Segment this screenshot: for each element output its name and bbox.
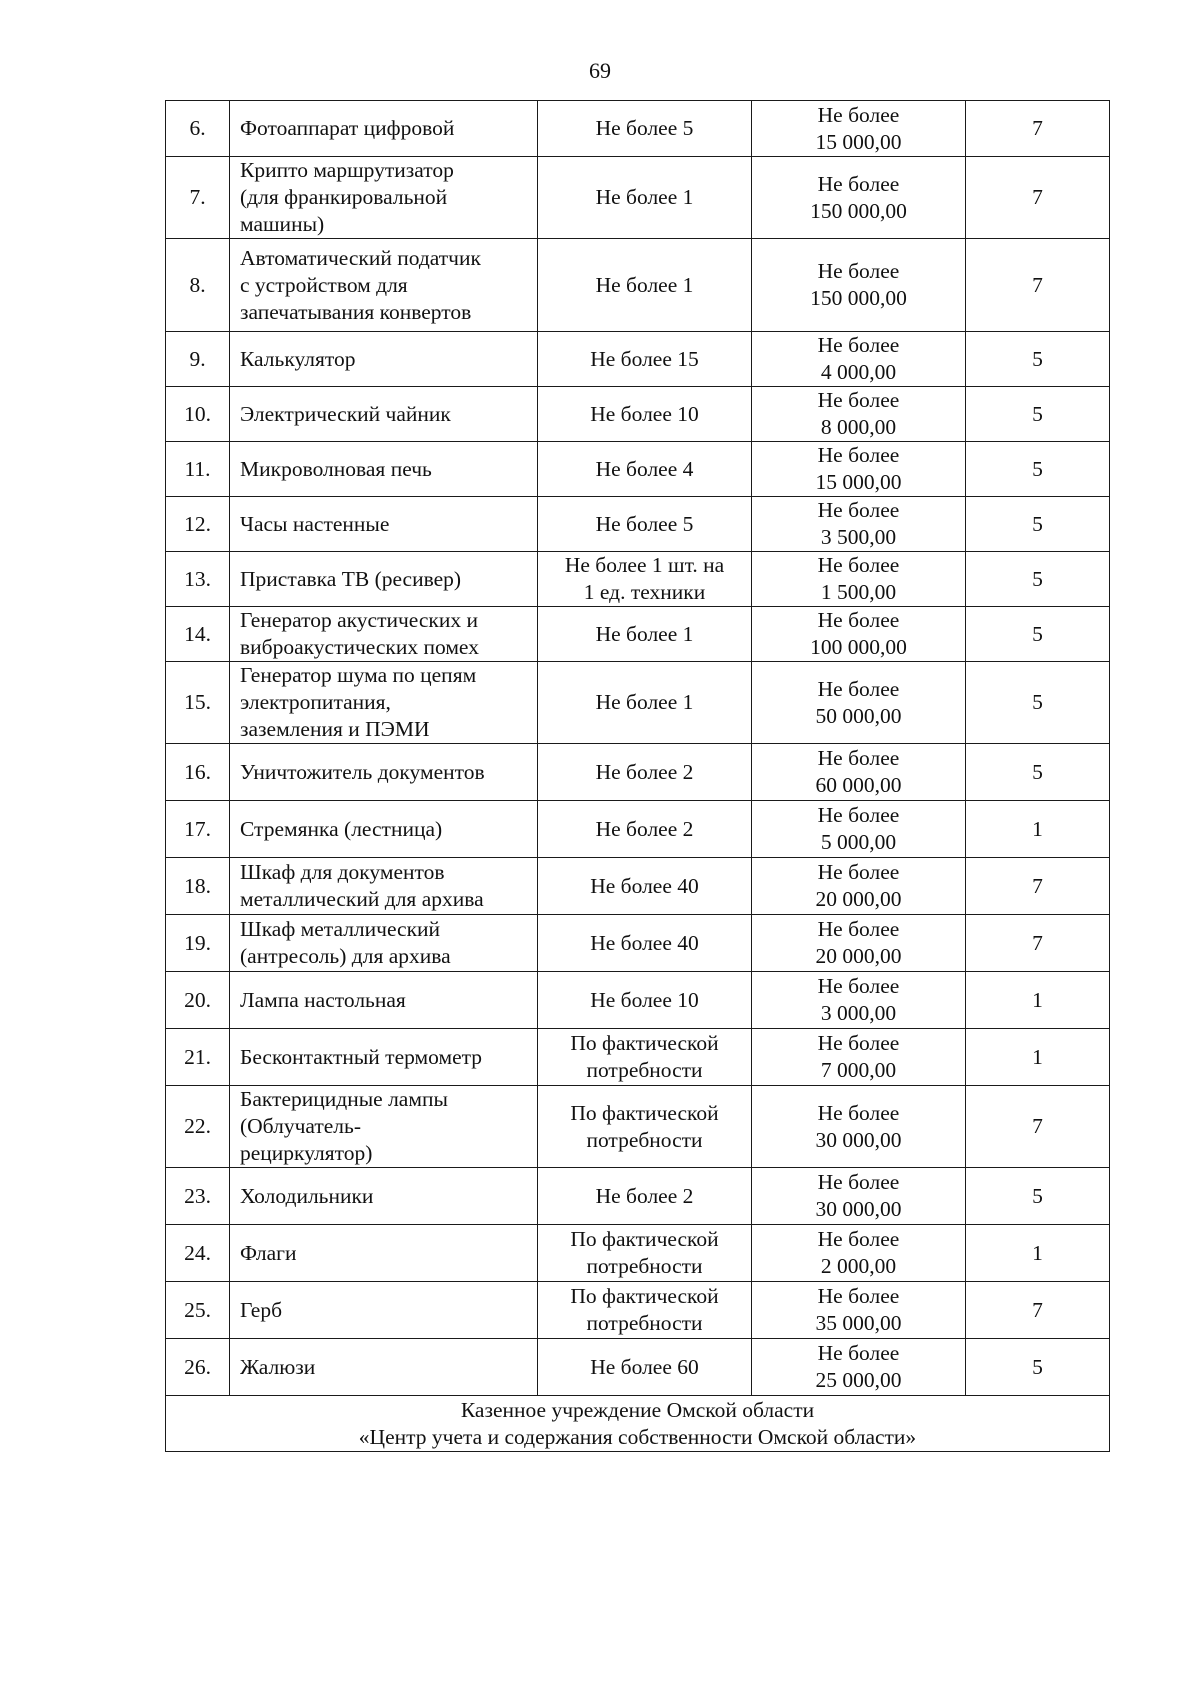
item-price bbox=[752, 1086, 966, 1168]
text-line: Генератор шума по цепям bbox=[240, 663, 477, 687]
row-number: 6. bbox=[166, 101, 230, 157]
item-price bbox=[752, 497, 966, 552]
row-number: 26. bbox=[166, 1339, 230, 1396]
text-line: Приставка ТВ (ресивер) bbox=[240, 566, 462, 591]
item-name bbox=[230, 1029, 538, 1086]
table-row bbox=[166, 552, 1110, 607]
text-line: Не более bbox=[817, 860, 900, 884]
item-quantity bbox=[538, 157, 752, 239]
row-number: 17. bbox=[166, 801, 230, 858]
row-number: 10. bbox=[166, 387, 230, 442]
text-line: Не более bbox=[817, 676, 900, 701]
table-row bbox=[166, 744, 1110, 801]
text-line: Не более bbox=[817, 553, 900, 577]
text-line: Уничтожитель документов bbox=[240, 759, 485, 784]
table-row bbox=[166, 662, 1110, 744]
table-row bbox=[166, 801, 1110, 858]
text-line: 3 500,00 bbox=[820, 525, 897, 549]
text-line: Часы настенные bbox=[240, 511, 390, 536]
text-line: Автоматический податчик bbox=[240, 245, 481, 270]
text-line: Не более bbox=[817, 1170, 900, 1194]
text-line: По фактической bbox=[570, 1284, 719, 1308]
row-number: 23. bbox=[166, 1168, 230, 1225]
item-quantity bbox=[538, 858, 752, 915]
text-line: потребности bbox=[586, 1254, 703, 1278]
item-price bbox=[752, 1339, 966, 1396]
item-name bbox=[230, 1282, 538, 1339]
text-line: Не более 10 bbox=[590, 987, 699, 1012]
item-price bbox=[752, 387, 966, 442]
item-quantity bbox=[538, 1339, 752, 1396]
text-line: 150 000,00 bbox=[810, 198, 907, 223]
row-number: 7. bbox=[166, 157, 230, 239]
text-line: Не более 1 bbox=[595, 272, 694, 297]
text-line: Не более bbox=[817, 974, 900, 998]
table-row bbox=[166, 442, 1110, 497]
text-line: 8 000,00 bbox=[820, 415, 897, 439]
text-line: Не более 1 bbox=[595, 185, 694, 209]
row-number: 16. bbox=[166, 744, 230, 801]
text-line: Не более bbox=[817, 1100, 900, 1125]
item-quantity bbox=[538, 915, 752, 972]
text-line: Не более bbox=[817, 171, 900, 196]
item-quantity bbox=[538, 1168, 752, 1225]
item-term: 7 bbox=[966, 1086, 1110, 1168]
text-line: 5 000,00 bbox=[820, 830, 897, 854]
table-row bbox=[166, 157, 1110, 239]
text-line: Не более bbox=[817, 1341, 900, 1365]
text-line: По фактической bbox=[570, 1031, 719, 1055]
text-line: (для франкировальной bbox=[240, 185, 448, 209]
item-term: 5 bbox=[966, 552, 1110, 607]
text-line: Бесконтактный термометр bbox=[240, 1044, 483, 1069]
item-term: 1 bbox=[966, 1225, 1110, 1282]
item-name bbox=[230, 915, 538, 972]
text-line: Не более 10 bbox=[590, 401, 699, 426]
item-quantity bbox=[538, 497, 752, 552]
item-name bbox=[230, 1225, 538, 1282]
text-line: «Центр учета и содержания собственности Омской области» bbox=[358, 1424, 917, 1449]
table-row bbox=[166, 915, 1110, 972]
text-line: 150 000,00 bbox=[810, 286, 907, 310]
text-line: Не более 2 bbox=[595, 1183, 694, 1208]
item-term: 5 bbox=[966, 1339, 1110, 1396]
item-quantity bbox=[538, 801, 752, 858]
text-line: Не более bbox=[817, 1284, 900, 1308]
text-line: Не более bbox=[817, 388, 900, 412]
table-row bbox=[166, 1029, 1110, 1086]
text-line: Шкаф для документов bbox=[240, 860, 445, 884]
text-line: Стремянка (лестница) bbox=[240, 816, 443, 841]
text-line: 30 000,00 bbox=[815, 1197, 902, 1221]
table-row bbox=[166, 1086, 1110, 1168]
item-name bbox=[230, 662, 538, 744]
text-line: 100 000,00 bbox=[810, 635, 907, 659]
item-term: 7 bbox=[966, 239, 1110, 332]
row-number: 12. bbox=[166, 497, 230, 552]
row-number: 22. bbox=[166, 1086, 230, 1168]
text-line: потребности bbox=[586, 1127, 703, 1152]
table-row bbox=[166, 497, 1110, 552]
text-line: 30 000,00 bbox=[815, 1127, 902, 1152]
row-number: 20. bbox=[166, 972, 230, 1029]
item-price bbox=[752, 1168, 966, 1225]
item-term: 1 bbox=[966, 1029, 1110, 1086]
text-line: Холодильники bbox=[240, 1183, 374, 1208]
text-line: Казенное учреждение Омской области bbox=[460, 1397, 815, 1422]
item-quantity bbox=[538, 332, 752, 387]
item-price bbox=[752, 239, 966, 332]
text-line: Калькулятор bbox=[240, 346, 356, 371]
text-line: Генератор акустических и bbox=[240, 608, 479, 632]
table-row bbox=[166, 101, 1110, 157]
table-row bbox=[166, 1168, 1110, 1225]
item-term: 5 bbox=[966, 1168, 1110, 1225]
text-line: Не более 1 bbox=[595, 621, 694, 646]
item-term: 5 bbox=[966, 442, 1110, 497]
text-line: 7 000,00 bbox=[820, 1058, 897, 1082]
item-term: 5 bbox=[966, 662, 1110, 744]
item-price bbox=[752, 801, 966, 858]
row-number: 14. bbox=[166, 607, 230, 662]
text-line: Не более bbox=[817, 443, 900, 467]
item-name bbox=[230, 744, 538, 801]
text-line: Не более bbox=[817, 608, 900, 632]
row-number: 21. bbox=[166, 1029, 230, 1086]
item-name bbox=[230, 157, 538, 239]
item-quantity bbox=[538, 662, 752, 744]
row-number: 9. bbox=[166, 332, 230, 387]
item-quantity bbox=[538, 1086, 752, 1168]
text-line: Не более bbox=[817, 259, 900, 283]
row-number: 15. bbox=[166, 662, 230, 744]
item-price bbox=[752, 101, 966, 157]
text-line: заземления и ПЭМИ bbox=[240, 717, 430, 741]
item-price bbox=[752, 972, 966, 1029]
text-line: Крипто маршрутизатор bbox=[240, 158, 454, 182]
text-line: Не более 15 bbox=[590, 346, 699, 371]
text-line: 35 000,00 bbox=[815, 1311, 902, 1335]
row-number: 13. bbox=[166, 552, 230, 607]
text-line: 3 000,00 bbox=[820, 1001, 897, 1025]
item-price bbox=[752, 1029, 966, 1086]
text-line: Не более 5 bbox=[595, 116, 694, 140]
item-name bbox=[230, 972, 538, 1029]
item-term: 5 bbox=[966, 744, 1110, 801]
text-line: Не более bbox=[817, 746, 900, 770]
text-line: (антресоль) для архива bbox=[240, 944, 451, 968]
organization-footer-row bbox=[166, 1396, 1110, 1452]
item-term: 5 bbox=[966, 497, 1110, 552]
item-price bbox=[752, 332, 966, 387]
text-line: Не более 2 bbox=[595, 759, 694, 784]
item-price bbox=[752, 607, 966, 662]
item-term: 5 bbox=[966, 332, 1110, 387]
text-line: 15 000,00 bbox=[815, 470, 902, 494]
table-row bbox=[166, 972, 1110, 1029]
text-line: Фотоаппарат цифровой bbox=[240, 116, 455, 140]
item-quantity bbox=[538, 607, 752, 662]
item-term: 7 bbox=[966, 157, 1110, 239]
text-line: 50 000,00 bbox=[815, 703, 902, 728]
item-term: 7 bbox=[966, 1282, 1110, 1339]
item-price bbox=[752, 915, 966, 972]
item-name bbox=[230, 1339, 538, 1396]
text-line: электропитания, bbox=[240, 690, 391, 714]
text-line: Не более 1 bbox=[595, 690, 694, 714]
item-name bbox=[230, 332, 538, 387]
item-quantity bbox=[538, 1282, 752, 1339]
text-line: 20 000,00 bbox=[815, 887, 902, 911]
text-line: машины) bbox=[240, 212, 325, 236]
text-line: 4 000,00 bbox=[820, 360, 897, 384]
row-number: 25. bbox=[166, 1282, 230, 1339]
item-name bbox=[230, 1086, 538, 1168]
text-line: 60 000,00 bbox=[815, 773, 902, 797]
text-line: Не более bbox=[817, 803, 900, 827]
item-quantity bbox=[538, 1225, 752, 1282]
row-number: 18. bbox=[166, 858, 230, 915]
item-name bbox=[230, 101, 538, 157]
text-line: 1 500,00 bbox=[820, 580, 897, 604]
item-quantity bbox=[538, 972, 752, 1029]
item-term: 7 bbox=[966, 915, 1110, 972]
text-line: По фактической bbox=[570, 1100, 719, 1125]
table-row bbox=[166, 332, 1110, 387]
table-row bbox=[166, 387, 1110, 442]
item-name bbox=[230, 801, 538, 858]
text-line: 20 000,00 bbox=[815, 944, 902, 968]
text-line: Не более bbox=[817, 102, 900, 127]
item-price bbox=[752, 858, 966, 915]
item-quantity bbox=[538, 744, 752, 801]
text-line: виброакустических помех bbox=[240, 635, 479, 659]
row-number: 8. bbox=[166, 239, 230, 332]
item-price bbox=[752, 157, 966, 239]
text-line: рециркулятор) bbox=[240, 1141, 373, 1165]
item-quantity bbox=[538, 387, 752, 442]
text-line: 25 000,00 bbox=[815, 1368, 902, 1392]
item-name bbox=[230, 387, 538, 442]
text-line: 15 000,00 bbox=[815, 129, 902, 154]
item-quantity bbox=[538, 1029, 752, 1086]
row-number: 11. bbox=[166, 442, 230, 497]
equipment-table bbox=[165, 100, 1110, 1452]
item-name bbox=[230, 858, 538, 915]
item-term: 7 bbox=[966, 858, 1110, 915]
item-quantity bbox=[538, 442, 752, 497]
text-line: запечатывания конвертов bbox=[240, 299, 472, 324]
text-line: Не более 60 bbox=[590, 1354, 699, 1379]
table-row bbox=[166, 858, 1110, 915]
table-row bbox=[166, 1339, 1110, 1396]
text-line: Электрический чайник bbox=[240, 401, 451, 426]
text-line: Не более 1 шт. на bbox=[564, 553, 725, 577]
text-line: Микроволновая печь bbox=[240, 456, 432, 481]
item-term: 5 bbox=[966, 607, 1110, 662]
item-name bbox=[230, 442, 538, 497]
row-number: 19. bbox=[166, 915, 230, 972]
text-line: (Облучатель- bbox=[240, 1114, 362, 1138]
row-number: 24. bbox=[166, 1225, 230, 1282]
page-number: 69 bbox=[589, 58, 611, 83]
text-line: Бактерицидные лампы bbox=[240, 1087, 448, 1111]
item-price bbox=[752, 1225, 966, 1282]
item-name bbox=[230, 239, 538, 332]
item-price bbox=[752, 662, 966, 744]
text-line: Жалюзи bbox=[240, 1354, 316, 1379]
table-body bbox=[166, 101, 1110, 1452]
item-price bbox=[752, 442, 966, 497]
item-name bbox=[230, 552, 538, 607]
table-row bbox=[166, 1225, 1110, 1282]
organization-name bbox=[166, 1396, 1110, 1452]
item-term: 7 bbox=[966, 101, 1110, 157]
text-line: потребности bbox=[586, 1311, 703, 1335]
text-line: Не более 2 bbox=[595, 816, 694, 841]
text-line: Герб bbox=[240, 1297, 283, 1322]
item-name bbox=[230, 497, 538, 552]
item-price bbox=[752, 1282, 966, 1339]
text-line: Не более bbox=[817, 498, 900, 522]
text-line: потребности bbox=[586, 1058, 703, 1082]
item-price bbox=[752, 744, 966, 801]
table-row bbox=[166, 239, 1110, 332]
text-line: 1 ед. техники bbox=[583, 580, 706, 604]
text-line: Не более 40 bbox=[590, 873, 699, 898]
table-row bbox=[166, 607, 1110, 662]
item-price bbox=[752, 552, 966, 607]
text-line: Не более bbox=[817, 917, 900, 941]
text-line: Флаги bbox=[240, 1240, 297, 1265]
text-line: Не более 4 bbox=[595, 456, 694, 481]
text-line: Не более bbox=[817, 333, 900, 357]
item-term: 5 bbox=[966, 387, 1110, 442]
item-name bbox=[230, 607, 538, 662]
item-quantity bbox=[538, 239, 752, 332]
item-term: 1 bbox=[966, 801, 1110, 858]
item-quantity bbox=[538, 552, 752, 607]
text-line: с устройством для bbox=[240, 272, 408, 297]
item-term: 1 bbox=[966, 972, 1110, 1029]
text-line: Шкаф металлический bbox=[240, 917, 441, 941]
text-line: металлический для архива bbox=[240, 887, 484, 911]
table-row bbox=[166, 1282, 1110, 1339]
text-line: Не более bbox=[817, 1227, 900, 1251]
text-line: Не более 5 bbox=[595, 511, 694, 536]
text-line: Не более bbox=[817, 1031, 900, 1055]
item-name bbox=[230, 1168, 538, 1225]
text-line: Лампа настольная bbox=[240, 987, 406, 1012]
text-line: 2 000,00 bbox=[820, 1254, 897, 1278]
text-line: По фактической bbox=[570, 1227, 719, 1251]
text-line: Не более 40 bbox=[590, 930, 699, 955]
item-quantity bbox=[538, 101, 752, 157]
